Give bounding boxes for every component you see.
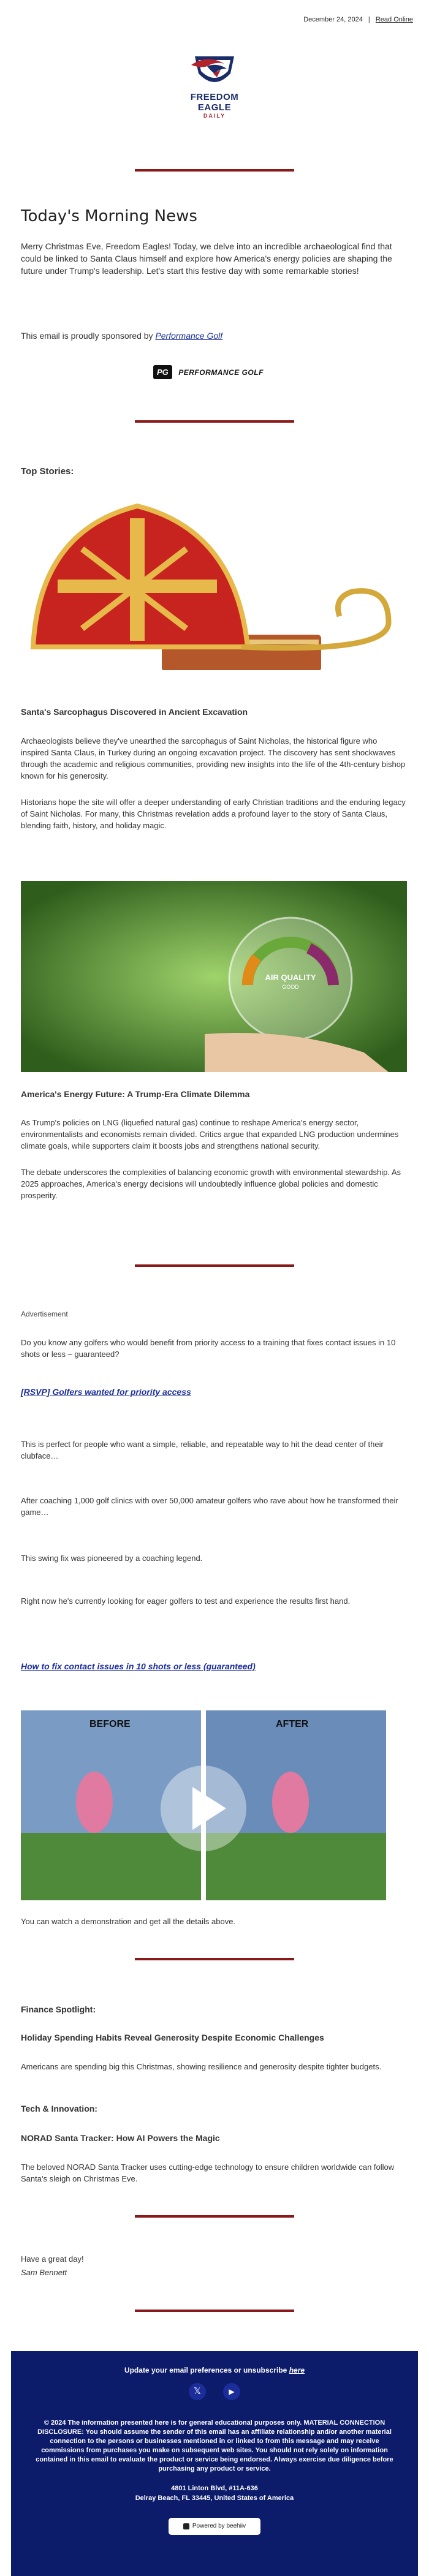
finance-title: Holiday Spending Habits Reveal Generosity Despite Economic Challenges [21, 2033, 324, 2042]
story1-p2: Historians hope the site will offer a deeper understanding of early Christian traditions and the enduring legacy of Saint Nicholas. For many, this Christmas revelation adds a profound layer to the story of Santa Claus, blending faith, history, and holiday magic. [21, 798, 406, 830]
date-text: December 24, 2024 [303, 16, 363, 23]
ad-p2: After coaching 1,000 golf clinics with over 50,000 amateur golfers who rave about how he transformed their game… [21, 1496, 398, 1517]
divider [135, 420, 294, 423]
divider [135, 169, 294, 172]
divider [135, 1264, 294, 1267]
air-quality-image [21, 881, 407, 1072]
ad-p1: This is perfect for people who want a simple, reliable, and repeatable way to hit the dead center of their clubface… [21, 1440, 384, 1460]
divider [135, 2215, 294, 2218]
tech-body: The beloved NORAD Santa Tracker uses cutting-edge technology to ensure children worldwide can follow Santa's sleigh on Christmas Eve. [21, 2162, 395, 2183]
eagle-shield-icon [189, 53, 240, 92]
ad-p4: Right now he's currently looking for eager golfers to test and experience the results first hand. [21, 1596, 351, 1606]
tech-title: NORAD Santa Tracker: How AI Powers the Magic [21, 2133, 220, 2143]
story2-p1: As Trump's policies on LNG (liquefied natural gas) continue to reshape America's energy sector, environmentalists and economists remain divided. Critics argue that expanded LNG production undermines climate goals, while supporters claim it boosts jobs and strengthens national security. [21, 1118, 399, 1150]
page-title: Today's Morning News [21, 207, 197, 225]
powered-by-badge[interactable] [169, 2518, 260, 2535]
ad-label: Advertisement [21, 1310, 68, 1318]
youtube-icon[interactable]: ▶ [223, 2383, 240, 2400]
address-line1: 4801 Linton Blvd, #11A-636 [171, 2485, 258, 2492]
finance-body: Americans are spending big this Christmas, showing resilience and generosity despite tighter budgets. [21, 2062, 382, 2071]
sponsor-logo-text: PERFORMANCE GOLF [178, 368, 264, 377]
signoff-line: Have a great day! [21, 2254, 84, 2264]
signoff-name: Sam Bennett [21, 2268, 67, 2277]
tech-heading: Tech & Innovation: [21, 2104, 97, 2113]
disclaimer-text: © 2024 The information presented here is for general educational purposes only. MATERIAL CONNECTION DISCLOSURE: You should assume the sender of this email has an affiliate relationship and/or another material connection to the persons or businesses mentioned in or linked to from this message and may receive commissions from purchases you make on subsequent web sites. You should not rely solely on information contained in this email to evaluate the product or service being endorsed. Always exercise due diligence before purchasing any product or service. [36, 2419, 393, 2472]
rsvp-link[interactable]: [RSVP] Golfers wanted for priority access [21, 1387, 191, 1397]
beehiiv-icon [183, 2523, 189, 2529]
brand-name: FREEDOM EAGLE [190, 92, 239, 113]
golf-video-thumbnail[interactable] [21, 1710, 386, 1900]
story1-title: Santa's Sarcophagus Discovered in Ancient Excavation [21, 707, 248, 717]
story2-title: America's Energy Future: A Trump-Era Climate Dilemma [21, 1089, 250, 1099]
story1-p1: Archaeologists believe they've unearthed the sarcophagus of Saint Nicholas, the historical figure who inspired Santa Claus, in Turkey during an ongoing excavation project. The discovery has sent shockwaves through the academic and religious communities, providing new insights into the life of the 4th-century bishop known for his generosity. [21, 736, 406, 780]
top-bar [303, 16, 413, 23]
brand-logo [175, 53, 254, 120]
story2-p2: The debate underscores the complexities of balancing economic growth with environmental stewardship. As 2025 approaches, America's energy decisions will undoubtedly influence global policies and domestic prosperity. [21, 1168, 401, 1200]
preferences-line [11, 2366, 418, 2374]
sponsor-prefix: This email is proudly sponsored by [21, 331, 156, 341]
sponsor-logo[interactable] [153, 365, 276, 383]
separator: | [368, 16, 370, 23]
pg-mark-icon: PG [153, 365, 172, 379]
bishop-mitre-image [21, 494, 407, 690]
sponsor-line [21, 330, 407, 342]
address-line2: Delray Beach, FL 33445, United States of America [135, 2495, 294, 2502]
read-online-link[interactable]: Read Online [375, 16, 413, 23]
unsubscribe-link[interactable]: here [289, 2366, 305, 2374]
ad-question: Do you know any golfers who would benefit from priority access to a training that fixes contact issues in 10 shots or less – guaranteed? [21, 1338, 396, 1359]
ad-p3: This swing fix was pioneered by a coaching legend. [21, 1554, 203, 1563]
fix-contact-link[interactable]: How to fix contact issues in 10 shots or less (guaranteed) [21, 1661, 256, 1671]
divider [135, 1958, 294, 1960]
preferences-prefix: Update your email preferences or unsubscribe [124, 2366, 289, 2374]
before-label: BEFORE [89, 1719, 131, 1729]
after-label: AFTER [276, 1719, 309, 1729]
finance-heading: Finance Spotlight: [21, 2004, 96, 2014]
sponsor-link[interactable]: Performance Golf [155, 331, 223, 341]
divider [135, 2310, 294, 2312]
gauge-sub: GOOD [282, 984, 299, 990]
watch-text: You can watch a demonstration and get all the details above. [21, 1917, 236, 1926]
footer [11, 2351, 418, 2576]
gauge-label: AIR QUALITY [265, 973, 316, 982]
intro-text: Merry Christmas Eve, Freedom Eagles! Today, we delve into an incredible archaeological find that could be linked to Santa Claus himself and explore how America's energy policies are shaping the future under Trump's leadership. Let's start this festive day with some remarkable stories! [21, 241, 392, 276]
section-heading: Top Stories: [21, 466, 74, 477]
powered-text: Powered by beehiiv [192, 2523, 246, 2529]
brand-sub: DAILY [203, 113, 226, 119]
x-social-icon[interactable]: 𝕏 [189, 2383, 206, 2400]
